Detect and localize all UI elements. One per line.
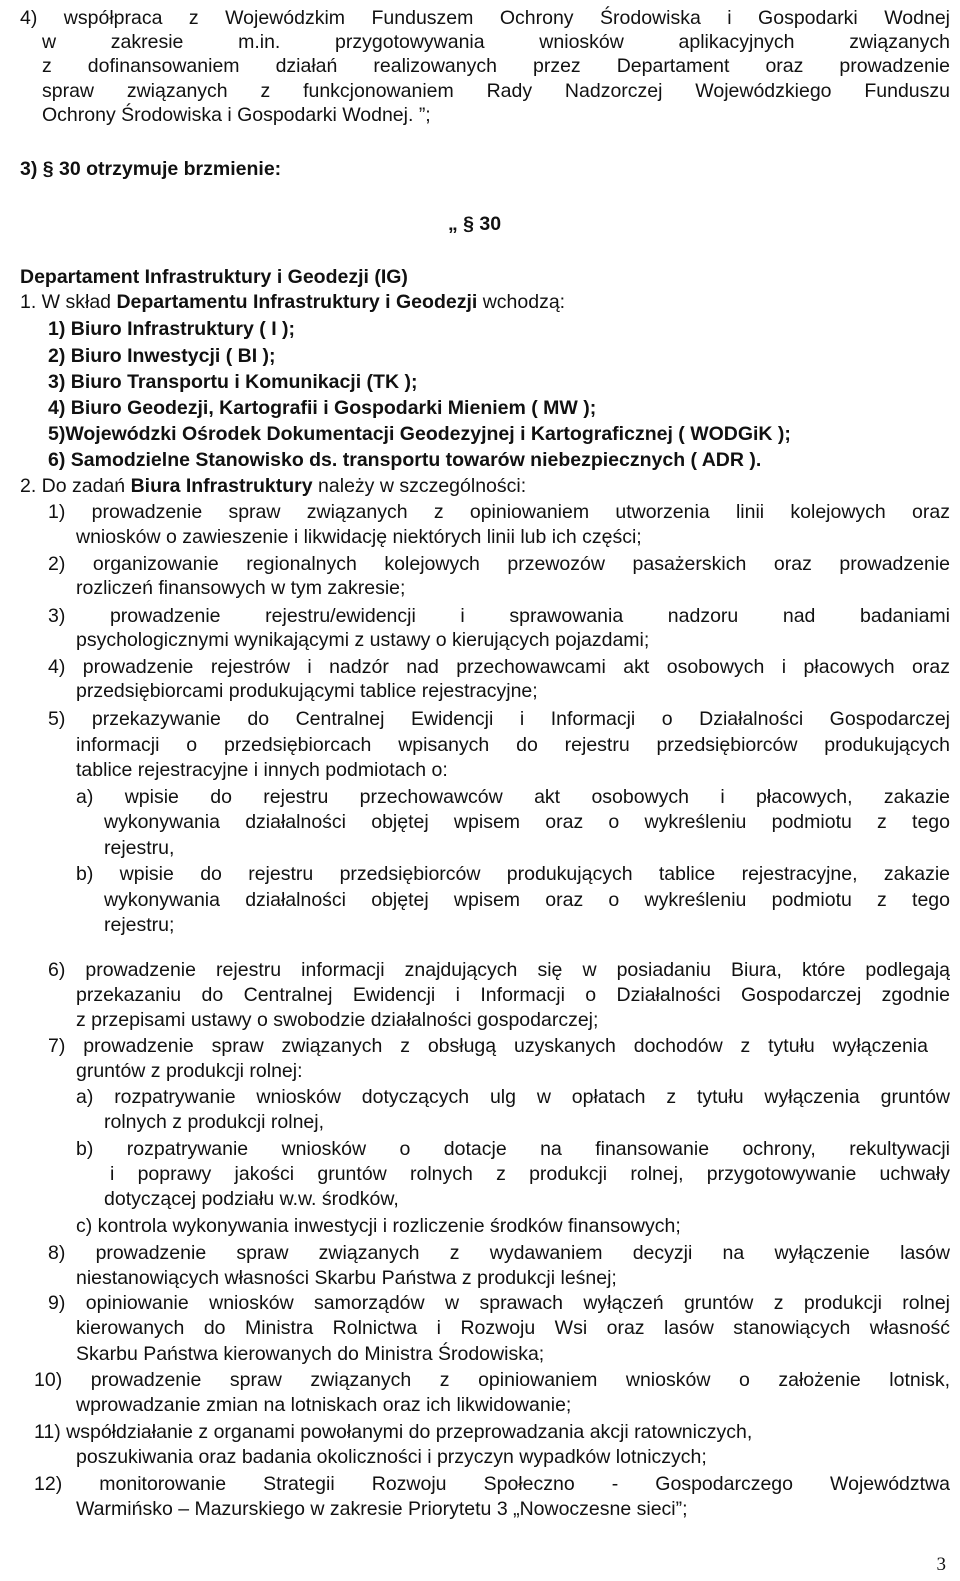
text-line: wykonywania działalności objętej wpisem oraz o wykreśleniu podmiotu z tego <box>104 889 950 911</box>
text-line: rolnych z produkcji rolnej, <box>104 1111 325 1133</box>
text-line: 5)Wojewódzki Ośrodek Dokumentacji Geodezyjnej i Kartograficznej ( WODGiK ); <box>48 423 791 445</box>
text-line: 5) przekazywanie do Centralnej Ewidencji i Informacji o Działalności Gospodarczej <box>48 708 950 730</box>
text-line: 1) prowadzenie spraw związanych z opiniowaniem utworzenia linii kolejowych oraz <box>48 501 950 523</box>
text-line: c) kontrola wykonywania inwestycji i rozliczenie środków finansowych; <box>76 1215 681 1237</box>
text-line: 11) współdziałanie z organami powołanymi do przeprowadzania akcji ratowniczych, <box>34 1421 753 1443</box>
text-line <box>20 474 526 498</box>
text-line: rejestru; <box>104 914 175 936</box>
text-line: dotyczącej podziału w.w. środków, <box>104 1188 399 1210</box>
text-line: 3) prowadzenie rejestru/ewidencji i sprawowania nadzoru nad badaniami <box>48 605 950 627</box>
text-line: spraw związanych z funkcjonowaniem Rady Nadzorczej Wojewódzkiego Funduszu <box>42 80 950 102</box>
text-line: 10) prowadzenie spraw związanych z opiniowaniem wniosków o założenie lotnisk, <box>34 1369 950 1391</box>
text-line: Skarbu Państwa kierowanych do Ministra Środowiska; <box>76 1343 545 1365</box>
text-run: wchodzą: <box>477 291 566 313</box>
text-line: 2) organizowanie regionalnych kolejowych przewozów pasażerskich oraz prowadzenie <box>48 553 950 575</box>
text-line: b) wpisie do rejestru przedsiębiorców produkujących tablice rejestracyjne, zakazie <box>76 863 950 885</box>
text-line: 12) monitorowanie Strategii Rozwoju Społeczno - Gospodarczego Województwa <box>34 1473 950 1495</box>
text-line: 6) Samodzielne Stanowisko ds. transportu towarów niebezpiecznych ( ADR ). <box>48 449 762 471</box>
text-run: 2. Do zadań <box>20 475 131 497</box>
text-line: 2) Biuro Inwestycji ( BI ); <box>48 345 276 367</box>
text-line: 1) Biuro Infrastruktury ( I ); <box>48 318 296 340</box>
page-number: 3 <box>936 1554 946 1575</box>
text-line <box>20 290 565 314</box>
text-line: przekazaniu do Centralnej Ewidencji i Informacji o Działalności Gospodarczej zgodnie <box>76 984 950 1006</box>
text-line: wprowadzanie zmian na lotniskach oraz ich likwidowanie; <box>76 1394 572 1416</box>
text-line: rejestru, <box>104 837 175 859</box>
text-line: b) rozpatrywanie wniosków o dotacje na finansowanie ochrony, rekultywacji <box>76 1138 950 1160</box>
text-line: przedsiębiorcami produkującymi tablice rejestracyjne; <box>76 680 538 702</box>
text-line: gruntów z produkcji rolnej: <box>76 1060 303 1082</box>
text-line: 4) prowadzenie rejestrów i nadzór nad przechowawcami akt osobowych i płacowych oraz <box>48 656 950 678</box>
text-line: a) wpisie do rejestru przechowawców akt osobowych i płacowych, zakazie <box>76 786 950 808</box>
text-line: „ § 30 <box>448 213 502 235</box>
text-line: Departament Infrastruktury i Geodezji (IG) <box>20 266 408 288</box>
text-line: 8) prowadzenie spraw związanych z wydawaniem decyzji na wyłączenie lasów <box>48 1242 950 1264</box>
text-line: 6) prowadzenie rejestru informacji znajdujących się w posiadaniu Biura, które podlegają <box>48 959 950 981</box>
text-line: Warmińsko – Mazurskiego w zakresie Priorytetu 3 „Nowoczesne sieci”; <box>76 1498 688 1520</box>
text-line: w zakresie m.in. przygotowywania wniosków aplikacyjnych związanych <box>42 31 950 53</box>
text-line: kierowanych do Ministra Rolnictwa i Rozwoju Wsi oraz lasów stanowiących własność <box>76 1317 950 1339</box>
text-line: z przepisami ustawy o swobodzie działalności gospodarczej; <box>76 1009 599 1031</box>
text-line: i poprawy jakości gruntów rolnych z produkcji rolnej, przygotowywanie uchwały <box>110 1163 950 1185</box>
text-line: rozliczeń finansowych w tym zakresie; <box>76 577 406 599</box>
text-line: 4) współpraca z Wojewódzkim Funduszem Ochrony Środowiska i Gospodarki Wodnej <box>20 7 950 29</box>
text-line: niestanowiących własności Skarbu Państwa z produkcji leśnej; <box>76 1267 617 1289</box>
text-run: 1. W skład <box>20 291 117 313</box>
text-run: Departamentu Infrastruktury i Geodezji <box>116 291 478 313</box>
text-line: 4) Biuro Geodezji, Kartografii i Gospodarki Mieniem ( MW ); <box>48 397 597 419</box>
text-line: 9) opiniowanie wniosków samorządów w sprawach wyłączeń gruntów z produkcji rolnej <box>48 1292 950 1314</box>
text-run: należy w szczególności: <box>312 475 527 497</box>
text-line: poszukiwania oraz badania okoliczności i przyczyn wypadków lotniczych; <box>76 1446 707 1468</box>
text-line: psychologicznymi wynikającymi z ustawy o kierujących pojazdami; <box>76 629 650 651</box>
text-run: Biura Infrastruktury <box>130 475 313 497</box>
text-line: 7) prowadzenie spraw związanych z obsługą uzyskanych dochodów z tytułu wyłączenia <box>48 1035 928 1057</box>
text-line: z dofinansowaniem działań realizowanych przez Departament oraz prowadzenie <box>42 55 950 77</box>
text-line: tablice rejestracyjne i innych podmiotach o: <box>76 759 448 781</box>
text-line: Ochrony Środowiska i Gospodarki Wodnej. ”; <box>42 104 431 126</box>
text-line: 3) Biuro Transportu i Komunikacji (TK ); <box>48 371 418 393</box>
text-line: 3) § 30 otrzymuje brzmienie: <box>20 158 282 180</box>
text-line: wniosków o zawieszenie i likwidację niektórych linii lub ich części; <box>76 526 642 548</box>
text-line: a) rozpatrywanie wniosków dotyczących ulg w opłatach z tytułu wyłączenia gruntów <box>76 1086 950 1108</box>
text-line: informacji o przedsiębiorcach wpisanych do rejestru przedsiębiorców produkujących <box>76 734 950 756</box>
text-line: wykonywania działalności objętej wpisem oraz o wykreśleniu podmiotu z tego <box>104 811 950 833</box>
